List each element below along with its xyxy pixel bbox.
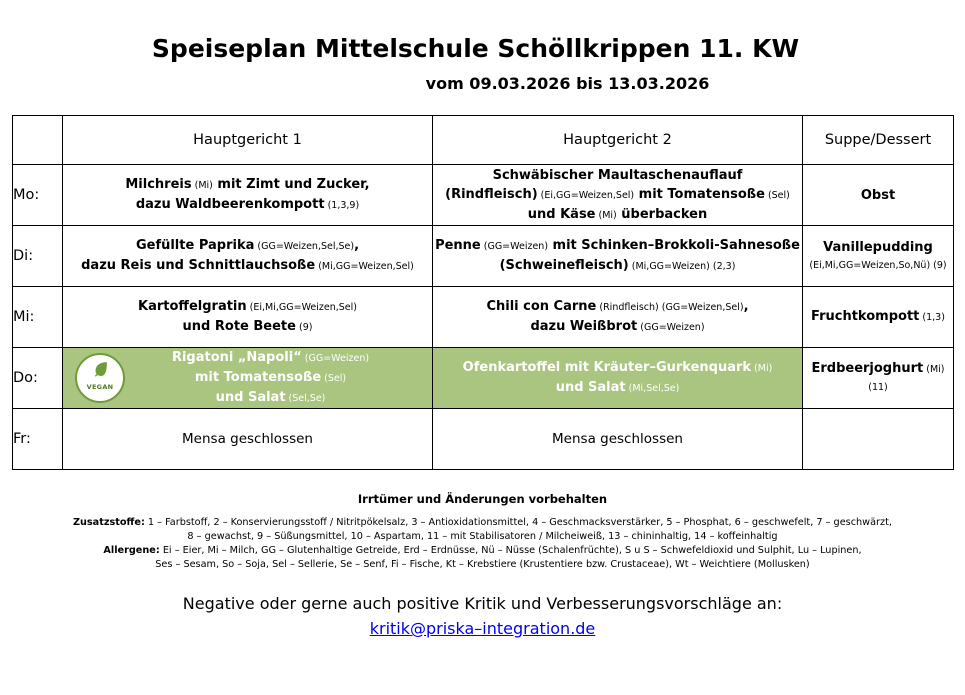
menu-table	[12, 115, 954, 470]
dish-text: mit Schinken–Brokkoli-Sahnesoße	[548, 238, 800, 253]
additives-label: Zusatzstoffe:	[73, 517, 145, 528]
dish-text: überbacken	[616, 206, 708, 222]
dish-text: Rigatoni „Napoli“	[171, 350, 302, 365]
dish-line	[63, 175, 432, 195]
cell-main-dish-2: Mensa geschlossen	[433, 409, 803, 470]
dish-line	[109, 388, 432, 408]
dish-code: (Mi)	[751, 363, 773, 374]
vegan-badge-icon	[75, 353, 125, 403]
page-title: Speiseplan Mittelschule Schöllkrippen 11. KW	[151, 34, 800, 63]
dish-text: Vanillepudding	[823, 239, 933, 255]
dish-text: dazu Weißbrot	[530, 319, 638, 334]
dish-code: (9)	[295, 322, 313, 333]
dish-text: (Rindfleisch)	[445, 186, 538, 202]
table-row	[13, 287, 954, 348]
dish-line	[109, 348, 432, 368]
dish-line	[803, 360, 953, 396]
dish-text: und Salat	[215, 390, 286, 405]
dish-code: (GG=Weizen)	[637, 322, 705, 333]
dish-code: (Mi,GG=Weizen,Sel)	[315, 261, 414, 272]
feedback-prompt: Negative oder gerne auch positive Kritik und Verbesserungsvorschläge an:	[182, 594, 783, 613]
dish-line	[109, 368, 432, 388]
menu-table-head	[13, 116, 954, 165]
dish-code: (GG=Weizen)	[480, 241, 549, 252]
dish-text: Ofenkartoffel mit Kräuter–Gurkenquark	[462, 360, 752, 375]
cell-main-dish-1	[63, 226, 433, 287]
contact-block	[0, 592, 965, 638]
dish-text: und Käse	[527, 206, 596, 222]
cell-soup-dessert	[803, 165, 954, 226]
dish-code: (Mi,Sel,Se)	[625, 383, 680, 394]
dish-line	[63, 256, 432, 276]
dish-text: Penne	[435, 238, 481, 253]
menu-table-wrapper	[12, 115, 953, 470]
footnotes	[0, 492, 965, 572]
dish-text: dazu Reis und Schnittlauchsoße	[81, 258, 316, 273]
cell-main-dish-1	[63, 165, 433, 226]
allergens-text-1: Ei – Eier, Mi – Milch, GG – Glutenhaltige Getreide, Erd – Erdnüsse, Nü – Nüsse (Schalenfrüchte), S u S – Schwefeldioxid und Sulphit, Lu – Lupinen,	[159, 545, 862, 556]
dish-text: ,	[354, 238, 360, 253]
page-header	[0, 0, 965, 93]
cell-soup-dessert	[803, 409, 954, 470]
dish-text: Milchreis	[125, 177, 192, 192]
additives-text-1: 1 – Farbstoff, 2 – Konservierungsstoff / Nitritpökelsalz, 3 – Antioxidationsmittel, 4 – Geschmacksverstärker, 5 – Phosphat, 6 – geschwefelt, 7 – geschwärzt,	[144, 517, 892, 528]
page-subtitle: vom 09.03.2026 bis 13.03.2026	[425, 74, 710, 93]
cell-soup-dessert	[803, 287, 954, 348]
feedback-email-link[interactable]: kritik@priska–integration.de	[369, 619, 596, 638]
day-label: Mi:	[13, 287, 63, 348]
footnote-title: Irrtümer und Änderungen vorbehalten	[357, 492, 608, 506]
footnote-additives	[0, 516, 965, 544]
cell-main-dish-2	[433, 348, 803, 409]
dish-code: (Mi,GG=Weizen) (2,3)	[628, 261, 736, 272]
dish-code: (Ei,Mi,GG=Weizen,Sel)	[246, 302, 357, 313]
dish-text: mit Tomatensoße	[634, 186, 765, 202]
additives-line-2: 8 – gewachst, 9 – Süßungsmittel, 10 – Aspartam, 11 – mit Stabilisatoren / Milcheiweiß, 13 – chininhaltig, 14 – koffeinhaltig	[187, 531, 778, 542]
day-label: Di:	[13, 226, 63, 287]
dish-text: Erdbeerjoghurt	[811, 361, 924, 376]
table-row	[13, 165, 954, 226]
dish-content	[63, 175, 432, 215]
dish-line	[433, 256, 802, 276]
dish-code: (Mi) (11)	[868, 364, 945, 393]
menu-table-body	[13, 165, 954, 470]
dish-code: (Ei,GG=Weizen,Sel)	[537, 189, 635, 201]
dish-line	[433, 358, 802, 378]
cell-main-dish-1	[63, 287, 433, 348]
dish-line	[63, 317, 432, 337]
column-header-day	[13, 116, 63, 165]
dish-code: (Mi)	[595, 209, 617, 221]
dish-code: (GG=Weizen)	[301, 353, 370, 364]
dish-text: mit Zimt und Zucker,	[212, 177, 370, 192]
cell-main-dish-1	[63, 348, 433, 409]
cell-main-dish-2	[433, 287, 803, 348]
allergens-label: Allergene:	[103, 545, 160, 556]
dish-text: und Rote Beete	[182, 319, 296, 334]
table-row	[13, 409, 954, 470]
dish-text: Fruchtkompott	[811, 309, 920, 324]
cell-main-dish-2	[433, 226, 803, 287]
cell-soup-dessert	[803, 226, 954, 287]
vegan-badge-label: VEGAN	[86, 382, 114, 391]
day-label: Do:	[13, 348, 63, 409]
dish-text: und Salat	[555, 380, 626, 395]
column-header-main2: Hauptgericht 2	[433, 116, 803, 165]
table-header-row	[13, 116, 954, 165]
dish-line	[803, 308, 953, 326]
dish-code: (Ei,Mi,GG=Weizen,So,Nü) (9)	[809, 259, 947, 271]
dish-line	[433, 378, 802, 398]
dish-text: dazu Waldbeerenkompott	[135, 197, 325, 212]
dish-line	[433, 297, 802, 317]
column-header-soup: Suppe/Dessert	[803, 116, 954, 165]
dish-text: (Schweinefleisch)	[499, 258, 629, 273]
dish-line	[63, 297, 432, 317]
footnote-allergens	[0, 544, 965, 572]
dish-code: (GG=Weizen,Sel,Se)	[254, 241, 355, 252]
dish-content	[63, 236, 432, 276]
leaf-icon	[92, 360, 109, 377]
dish-line	[803, 239, 953, 256]
dish-line	[433, 317, 802, 337]
dish-code: (Mi)	[191, 180, 213, 191]
dish-line	[433, 185, 802, 205]
dish-content	[63, 297, 432, 337]
dish-text: Schwäbischer Maultaschenauflauf	[492, 167, 743, 183]
day-label: Fr:	[13, 409, 63, 470]
dish-text: Kartoffelgratin	[138, 299, 247, 314]
dish-text: Gefüllte Paprika	[135, 238, 255, 253]
dish-text: Obst	[860, 187, 896, 203]
dish-code: (Sel)	[321, 373, 347, 384]
dish-line	[433, 236, 802, 256]
dish-line	[433, 166, 802, 185]
day-label: Mo:	[13, 165, 63, 226]
dish-line	[803, 187, 953, 204]
cell-main-dish-1: Mensa geschlossen	[63, 409, 433, 470]
dish-code: (1,3)	[919, 312, 945, 323]
table-row	[13, 226, 954, 287]
dish-line	[63, 236, 432, 256]
dish-line	[803, 256, 953, 274]
dish-text: mit Tomatensoße	[194, 370, 322, 385]
cell-main-dish-2	[433, 165, 803, 226]
dish-text: ,	[743, 299, 749, 314]
dish-code: (Sel)	[764, 189, 790, 201]
dish-line	[63, 195, 432, 215]
dish-code: (Sel,Se)	[285, 393, 326, 404]
allergens-line-1	[0, 544, 965, 558]
allergens-line-2: Ses – Sesam, So – Soja, Sel – Sellerie, Se – Senf, Fi – Fische, Kt – Krebstiere (Krustentiere bzw. Crustaceae), Wt – Weichtiere (Mollusken)	[155, 559, 810, 570]
dish-line	[433, 205, 802, 225]
dish-code: (Rindfleisch) (GG=Weizen,Sel)	[596, 302, 744, 313]
dish-text: Chili con Carne	[486, 299, 597, 314]
cell-soup-dessert	[803, 348, 954, 409]
column-header-main1: Hauptgericht 1	[63, 116, 433, 165]
table-row	[13, 348, 954, 409]
additives-line-1	[0, 516, 965, 530]
dish-code: (1,3,9)	[324, 200, 360, 211]
